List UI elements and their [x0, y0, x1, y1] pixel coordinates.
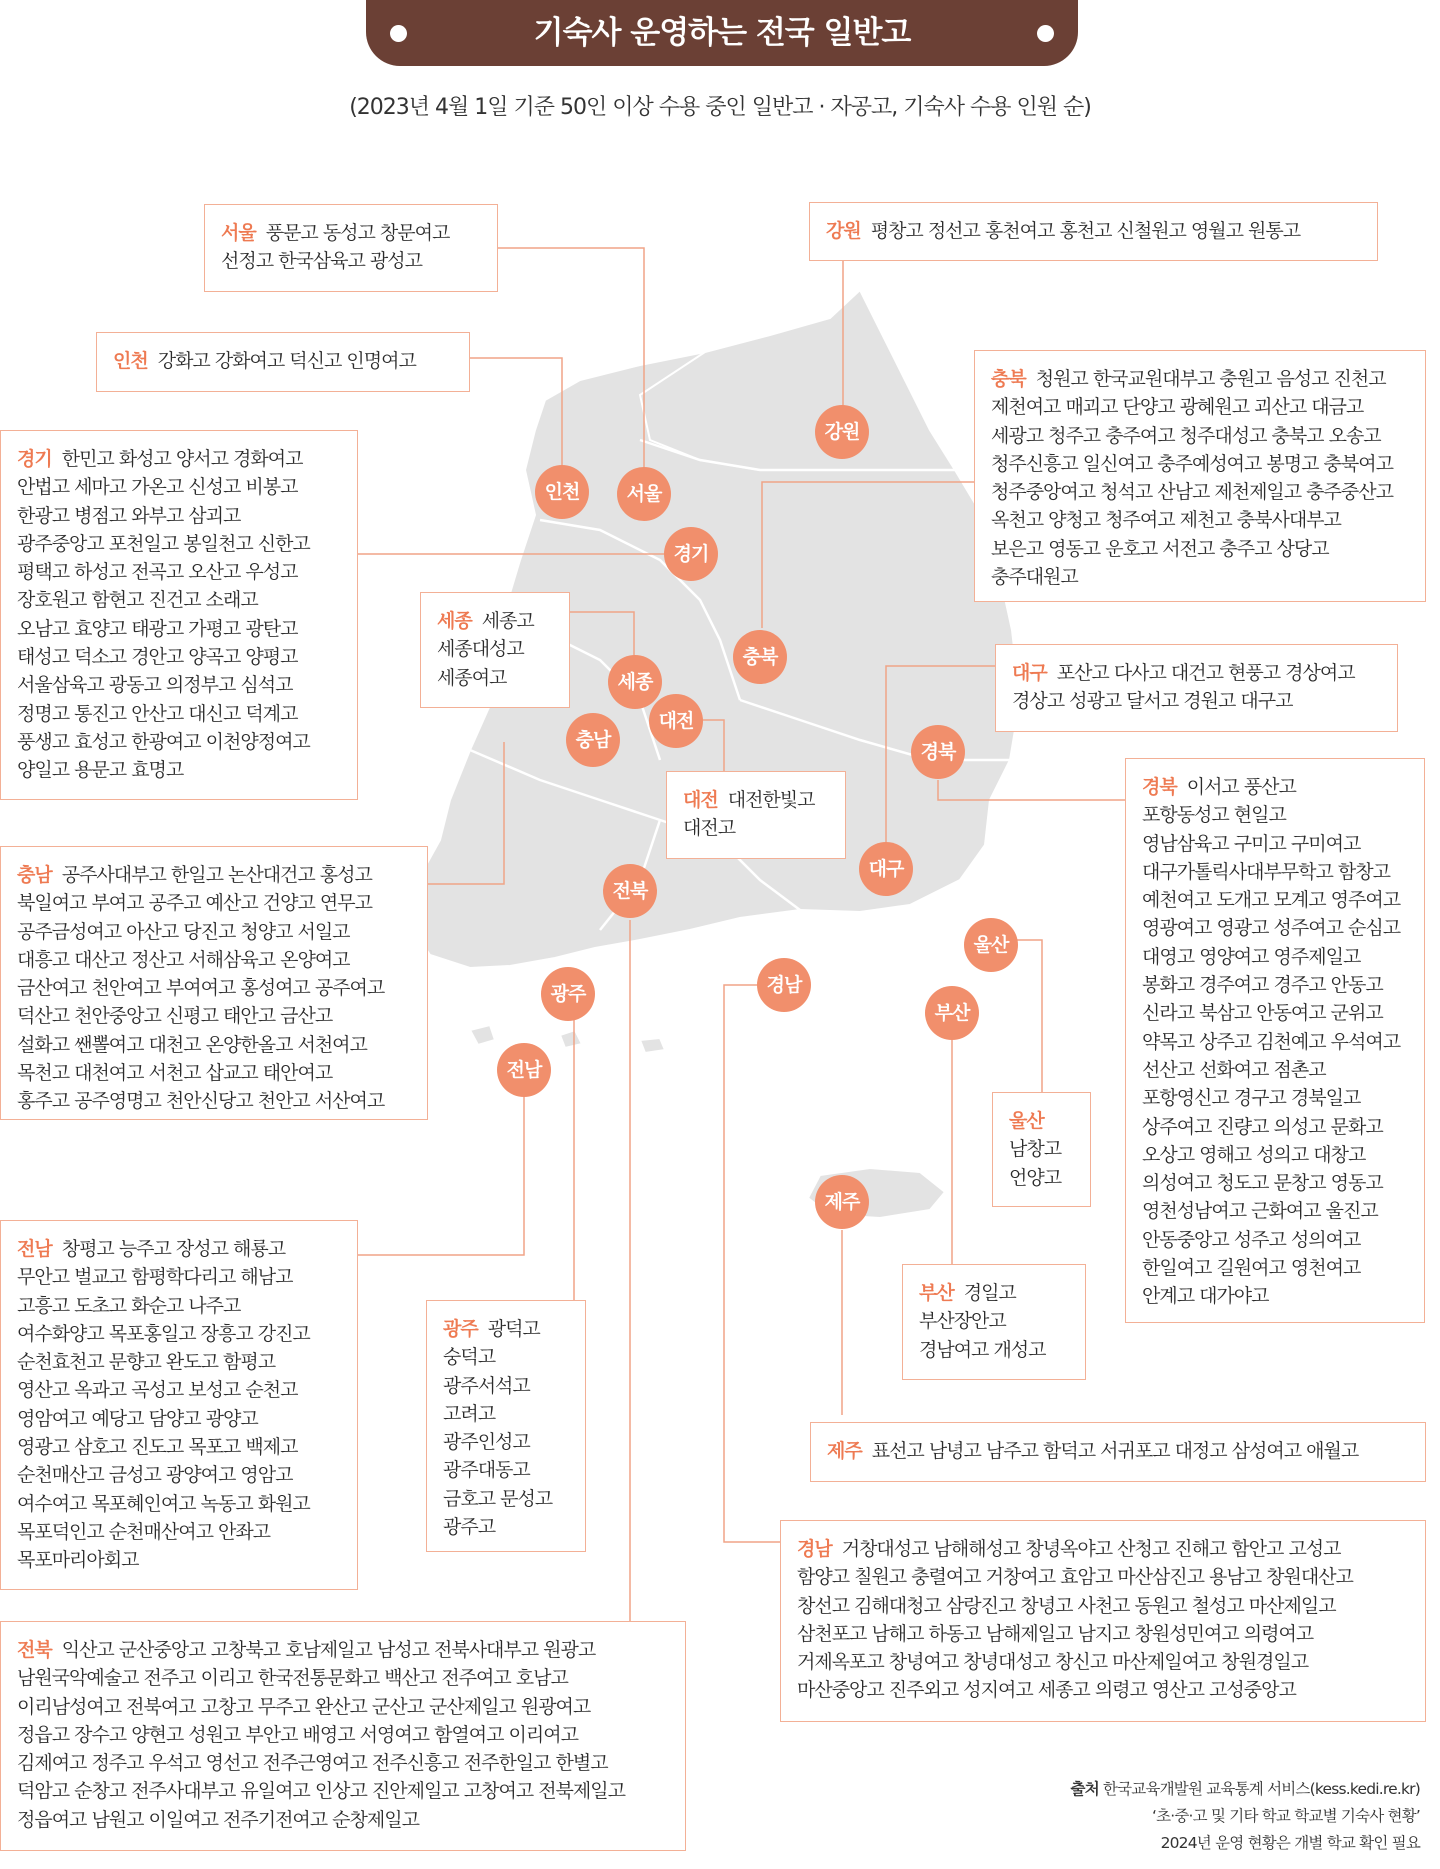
pin-ulsan: 울산	[964, 918, 1018, 972]
region-label: 충남	[17, 864, 52, 886]
pin-daejeon: 대전	[649, 694, 703, 748]
region-label: 울산	[1009, 1110, 1044, 1132]
pin-gwangju: 광주	[541, 967, 595, 1021]
box-chungbuk	[974, 350, 1426, 602]
school-line: 안계고 대가야고	[1142, 1285, 1269, 1308]
box-gyeongbuk	[1125, 758, 1425, 1323]
pin-jeju: 제주	[815, 1175, 869, 1229]
school-line: 포산고 다사고 대건고 현풍고 경상여고	[1056, 662, 1355, 684]
school-line: 익산고 군산중앙고 고창북고 호남제일고 남성고 전북사대부고 원광고	[61, 1639, 596, 1661]
school-line: 안법고 세마고 가온고 신성고 비봉고	[17, 476, 298, 499]
school-line: 청주중앙여고 청석고 산남고 제천제일고 충주중산고	[991, 481, 1393, 504]
school-line: 광주서석고	[443, 1374, 530, 1397]
pin-chungnam: 충남	[566, 713, 620, 767]
school-line: 경상고 성광고 달서고 경원고 대구고	[1012, 690, 1293, 713]
school-line: 고려고	[443, 1402, 496, 1425]
school-line: 양일고 용문고 효명고	[17, 759, 184, 782]
school-line: 대전한빛고	[727, 789, 815, 811]
pin-jeonbuk: 전북	[603, 864, 657, 918]
school-line: 남창고	[1009, 1138, 1062, 1161]
school-line: 이리남성여고 전북여고 고창고 무주고 완산고 군산고 군산제일고 원광여고	[17, 1695, 591, 1718]
school-line: 의성여고 청도고 문창고 영동고	[1142, 1172, 1383, 1195]
school-line: 예천여고 도개고 모계고 영주여고	[1142, 889, 1401, 912]
leader-ulsan	[1010, 940, 1042, 1092]
school-line: 여수여고 목포혜인여고 녹동고 화원고	[17, 1492, 310, 1515]
box-incheon	[96, 332, 470, 392]
region-label: 세종	[437, 610, 472, 632]
region-label: 전북	[17, 1639, 52, 1661]
region-label: 대구	[1012, 662, 1047, 684]
school-line: 대전고	[683, 817, 736, 840]
school-line: 여수화양고 목포홍일고 장흥고 강진고	[17, 1322, 310, 1345]
source-line-3: 2024년 운영 현황은 개별 학교 확인 필요	[1160, 1834, 1420, 1852]
leader-gyeongnam	[724, 985, 780, 1542]
source-line-1: 한국교육개발원 교육통계 서비스(kess.kedi.re.kr)	[1102, 1780, 1420, 1798]
source-note	[1071, 1776, 1420, 1857]
school-line: 목포덕인고 순천매산여고 안좌고	[17, 1520, 271, 1543]
school-line: 한민고 화성고 양서고 경화여고	[61, 448, 303, 470]
box-chungnam	[0, 846, 428, 1120]
school-line: 정읍고 장수고 양현고 성원고 부안고 배영고 서영여고 함열여고 이리여고	[17, 1723, 578, 1746]
region-label: 강원	[826, 220, 861, 242]
school-line: 포항동성고 현일고	[1142, 804, 1286, 827]
school-line: 한광고 병점고 와부고 삼괴고	[17, 504, 241, 527]
region-label: 경남	[797, 1538, 832, 1560]
school-line: 세종여고	[437, 666, 507, 689]
school-line: 세종고	[481, 610, 534, 632]
school-line: 한일여고 길원여고 영천여고	[1142, 1257, 1361, 1280]
school-line: 정명고 통진고 안산고 대신고 덕계고	[17, 702, 298, 725]
pin-jeonnam: 전남	[497, 1043, 551, 1097]
school-line: 목천고 대천여고 서천고 삽교고 태안여고	[17, 1062, 333, 1085]
school-line: 광주고	[443, 1516, 496, 1539]
school-line: 정읍여고 남원고 이일여고 전주기전여고 순창제일고	[17, 1808, 419, 1831]
box-gwangju	[426, 1300, 586, 1552]
pin-gyeongnam: 경남	[757, 958, 811, 1012]
source-line-2: ‘초·중·고 및 기타 학교 학교별 기숙사 현황’	[1151, 1807, 1420, 1825]
school-line: 광주중앙고 포천일고 봉일천고 신한고	[17, 532, 310, 555]
box-daegu	[995, 644, 1398, 732]
school-line: 홍주고 공주영명고 천안신당고 천안고 서산여고	[17, 1090, 385, 1113]
school-line: 함양고 칠원고 충렬여고 거창여고 효암고 마산삼진고 용남고 창원대산고	[797, 1566, 1353, 1589]
school-line: 오상고 영해고 성의고 대창고	[1142, 1143, 1366, 1166]
region-label: 전남	[17, 1238, 52, 1260]
school-line: 영암여고 예당고 담양고 광양고	[17, 1407, 258, 1430]
school-line: 장호원고 함현고 진건고 소래고	[17, 589, 258, 612]
box-jeonnam	[0, 1220, 358, 1590]
school-line: 선산고 선화여고 점촌고	[1142, 1058, 1326, 1081]
school-line: 제천여고 매괴고 단양고 광혜원고 괴산고 대금고	[991, 396, 1364, 419]
school-line: 대구가톨릭사대부무학고 함창고	[1142, 860, 1390, 883]
school-line: 공주사대부고 한일고 논산대건고 홍성고	[61, 864, 372, 886]
school-line: 청주신흥고 일신여고 충주예성여고 봉명고 충북여고	[991, 452, 1393, 475]
page-title: 기숙사 운영하는 전국 일반고	[533, 15, 911, 51]
box-jeonbuk	[0, 1621, 686, 1851]
island-3	[640, 1038, 665, 1053]
school-line: 언양고	[1009, 1166, 1062, 1189]
box-daejeon	[666, 771, 846, 859]
school-line: 풍문고 동성고 창문여고	[265, 222, 450, 244]
title-banner	[366, 0, 1078, 66]
school-line: 약목고 상주고 김천예고 우석여고	[1142, 1030, 1401, 1053]
school-line: 광주인성고	[443, 1431, 530, 1454]
pin-seoul: 서울	[617, 467, 671, 521]
school-line: 평택고 하성고 전곡고 오산고 우성고	[17, 561, 298, 584]
region-label: 경북	[1142, 776, 1177, 798]
school-line: 경일고	[963, 1282, 1016, 1304]
school-line: 덕산고 천안중앙고 신평고 태안고 금산고	[17, 1005, 333, 1028]
pin-gyeongbuk: 경북	[911, 725, 965, 779]
school-line: 창평고 능주고 장성고 해룡고	[61, 1238, 286, 1260]
school-line: 영광고 삼호고 진도고 목포고 백제고	[17, 1436, 298, 1459]
school-line: 경남여고 개성고	[919, 1338, 1046, 1361]
school-line: 목포마리아회고	[17, 1549, 139, 1572]
box-sejong	[420, 592, 570, 708]
school-line: 봉화고 경주여고 경주고 안동고	[1142, 974, 1383, 997]
region-label: 충북	[991, 368, 1026, 390]
pin-incheon: 인천	[535, 465, 589, 519]
title-bullet-left	[390, 25, 407, 42]
school-line: 마산중앙고 진주외고 성지여고 세종고 의령고 영산고 고성중앙고	[797, 1679, 1296, 1702]
pin-gangwon: 강원	[815, 405, 869, 459]
school-line: 청원고 한국교원대부고 충원고 음성고 진천고	[1035, 368, 1386, 390]
school-line: 북일여고 부여고 공주고 예산고 건양고 연무고	[17, 892, 372, 915]
pin-sejong: 세종	[608, 655, 662, 709]
region-label: 대전	[683, 789, 718, 811]
school-line: 대영고 영양여고 영주제일고	[1142, 945, 1361, 968]
school-line: 금호고 문성고	[443, 1487, 553, 1510]
box-busan	[902, 1264, 1086, 1380]
region-label: 경기	[17, 448, 52, 470]
school-line: 태성고 덕소고 경안고 양곡고 양평고	[17, 646, 298, 669]
school-line: 공주금성여고 아산고 당진고 청양고 서일고	[17, 920, 350, 943]
region-label: 인천	[113, 350, 148, 372]
school-line: 영천성남여고 근화여고 울진고	[1142, 1200, 1378, 1223]
box-seoul	[204, 204, 498, 292]
school-line: 신라고 북삼고 안동여고 군위고	[1142, 1002, 1383, 1025]
school-line: 이서고 풍산고	[1186, 776, 1296, 798]
school-line: 순천효천고 문향고 완도고 함평고	[17, 1351, 276, 1374]
school-line: 덕암고 순창고 전주사대부고 유일여고 인상고 진안제일고 고창여고 전북제일고	[17, 1780, 625, 1803]
pin-chungbuk: 충북	[733, 630, 787, 684]
school-line: 거창대성고 남해해성고 창녕옥야고 산청고 진해고 함안고 고성고	[841, 1538, 1341, 1560]
school-line: 순천매산고 금성고 광양여고 영암고	[17, 1464, 293, 1487]
school-line: 숭덕고	[443, 1346, 496, 1369]
school-line: 충주대원고	[991, 566, 1078, 589]
school-line: 설화고 쌘뽈여고 대천고 온양한올고 서천여고	[17, 1033, 367, 1056]
region-label: 광주	[443, 1318, 478, 1340]
island-1	[470, 1025, 495, 1045]
school-line: 삼천포고 남해고 하동고 남해제일고 남지고 창원성민여고 의령여고	[797, 1622, 1314, 1645]
school-line: 무안고 벌교고 함평학다리고 해남고	[17, 1266, 293, 1289]
box-ulsan	[992, 1092, 1091, 1207]
island-2	[560, 1030, 582, 1048]
school-line: 안동중앙고 성주고 성의여고	[1142, 1228, 1361, 1251]
school-line: 서울삼육고 광동고 의정부고 심석고	[17, 674, 293, 697]
school-line: 거제옥포고 창녕여고 창녕대성고 창신고 마산제일여고 창원경일고	[797, 1651, 1309, 1674]
region-label-ulsan	[1009, 1107, 1074, 1135]
school-line: 오남고 효양고 태광고 가평고 광탄고	[17, 617, 298, 640]
school-line: 세종대성고	[437, 638, 524, 661]
title-bullet-right	[1037, 25, 1054, 42]
page-subtitle: (2023년 4월 1일 기준 50인 이상 수용 중인 일반고 · 자공고, 기숙사 수용 인원 순)	[349, 95, 1091, 120]
box-gyeongnam	[780, 1520, 1426, 1722]
school-line: 부산장안고	[919, 1310, 1006, 1333]
school-line: 영남삼육고 구미고 구미여고	[1142, 832, 1361, 855]
box-jeju	[810, 1422, 1426, 1482]
source-label: 출처	[1070, 1780, 1099, 1798]
school-line: 고흥고 도초고 화순고 나주고	[17, 1294, 241, 1317]
school-line: 포항영신고 경구고 경북일고	[1142, 1087, 1361, 1110]
school-line: 영산고 옥과고 곡성고 보성고 순천고	[17, 1379, 298, 1402]
school-line: 남원국악예술고 전주고 이리고 한국전통문화고 백산고 전주여고 호남고	[17, 1667, 568, 1690]
school-line: 보은고 영동고 운호고 서전고 충주고 상당고	[991, 537, 1329, 560]
school-line: 평창고 정선고 홍천여고 홍천고 신철원고 영월고 원통고	[870, 220, 1301, 242]
school-line: 세광고 청주고 충주여고 청주대성고 충북고 오송고	[991, 424, 1381, 447]
region-label: 부산	[919, 1282, 954, 1304]
school-line: 창선고 김해대청고 삼랑진고 창녕고 사천고 동원고 철성고 마산제일고	[797, 1594, 1336, 1617]
pin-busan: 부산	[925, 986, 979, 1040]
box-gangwon	[809, 202, 1378, 261]
school-line: 옥천고 양청고 청주여고 제천고 충북사대부고	[991, 509, 1341, 532]
region-label: 제주	[827, 1440, 862, 1462]
school-line: 강화고 강화여고 덕신고 인명여고	[157, 350, 416, 372]
school-line: 상주여고 진량고 의성고 문화고	[1142, 1115, 1383, 1138]
school-line: 풍생고 효성고 한광여고 이천양정여고	[17, 730, 310, 753]
school-line: 대흥고 대산고 정산고 서해삼육고 온양여고	[17, 948, 350, 971]
school-line: 선정고 한국삼육고 광성고	[221, 250, 422, 273]
school-line: 금산여고 천안여고 부여여고 홍성여고 공주여고	[17, 977, 385, 1000]
school-line: 광주대동고	[443, 1459, 530, 1482]
school-line: 표선고 남녕고 남주고 함덕고 서귀포고 대정고 삼성여고 애월고	[871, 1440, 1359, 1462]
school-line: 김제여고 정주고 우석고 영선고 전주근영여고 전주신흥고 전주한일고 한별고	[17, 1752, 608, 1775]
school-line: 광덕고	[487, 1318, 540, 1340]
pin-gyeonggi: 경기	[664, 527, 718, 581]
gangwon-region	[640, 290, 955, 470]
region-label: 서울	[221, 222, 256, 244]
box-gyeonggi	[0, 430, 358, 800]
school-line: 영광여고 영광고 성주여고 순심고	[1142, 917, 1401, 940]
pin-daegu: 대구	[859, 842, 913, 896]
